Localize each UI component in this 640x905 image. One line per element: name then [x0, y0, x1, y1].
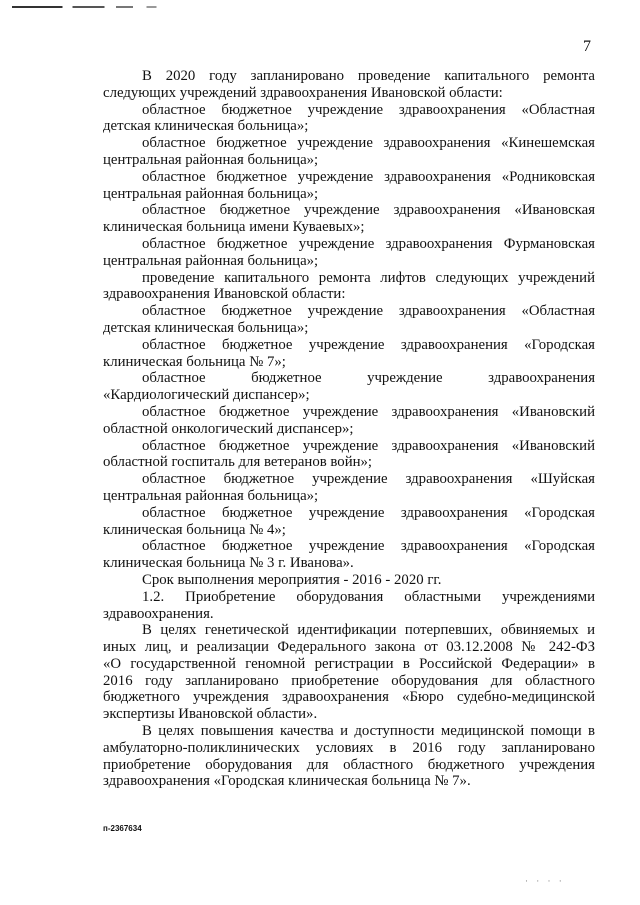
text-line: областное бюджетное учреждение здравоохранения «Областная — [142, 303, 595, 320]
text-line: областное бюджетное учреждение здравоохранения «Городская — [142, 504, 595, 521]
text-line: центральная районная больница»; — [103, 252, 319, 269]
text-line: клиническая больница № 7»; — [103, 353, 286, 370]
text-line: иных лиц, и реализации Федерального закона от 03.12.2008 № 242-ФЗ — [103, 639, 595, 656]
text-line: областное бюджетное учреждение здравоохранения «Городская — [142, 336, 595, 353]
text-line: следующих учреждений здравоохранения Ивановской области: — [103, 84, 503, 101]
text-line: В целях генетической идентификации потерпевших, обвиняемых и — [142, 622, 595, 639]
text-line: областное бюджетное учреждение здравоохранения «Ивановский — [142, 437, 595, 454]
page-number: 7 — [583, 38, 591, 55]
text-line: бюджетного учреждения здравоохранения «Бюро судебно-медицинской — [103, 689, 595, 706]
text-line: центральная районная больница»; — [103, 185, 319, 202]
text-line: областное бюджетное учреждение здравоохранения — [142, 370, 595, 387]
scan-artifact-dots: · · · · — [525, 876, 565, 886]
text-line: «Кардиологический диспансер»; — [103, 387, 310, 404]
text-line: детская клиническая больница»; — [103, 319, 309, 336]
text-line: клиническая больница № 3 г. Иванова». — [103, 555, 354, 572]
text-line: областное бюджетное учреждение здравоохранения «Шуйская — [142, 471, 595, 488]
text-line: проведение капитального ремонта лифтов следующих учреждений — [142, 269, 595, 286]
text-line: областное бюджетное учреждение здравоохранения «Ивановский — [142, 403, 595, 420]
text-line: областной онкологический диспансер»; — [103, 420, 354, 437]
text-line: областное бюджетное учреждение здравоохранения Фурмановская — [142, 235, 595, 252]
text-line: клиническая больница имени Куваевых»; — [103, 219, 365, 236]
text-line: областное бюджетное учреждение здравоохранения «Городская — [142, 538, 595, 555]
text-line: 2016 году запланировано приобретение оборудования для областного — [103, 672, 595, 689]
text-line: областной госпиталь для ветеранов войн»; — [103, 454, 373, 471]
document-code: п-2367634 — [103, 824, 142, 833]
text-line: детская клиническая больница»; — [103, 118, 309, 135]
text-line: центральная районная больница»; — [103, 151, 319, 168]
text-line: В 2020 году запланировано проведение капитального ремонта — [142, 68, 595, 84]
scan-artifact-line — [12, 6, 180, 8]
text-line: областное бюджетное учреждение здравоохранения «Ивановская — [142, 202, 595, 219]
text-line: 1.2. Приобретение оборудования областными учреждениями — [142, 588, 595, 605]
text-line: областное бюджетное учреждение здравоохранения «Родниковская — [142, 168, 595, 185]
text-line: «О государственной геномной регистрации в Российской Федерации» в — [103, 655, 595, 672]
text-line: Срок выполнения мероприятия - 2016 - 2020 гг. — [142, 571, 442, 588]
text-line: здравоохранения. — [103, 605, 214, 622]
text-line: В целях повышения качества и доступности медицинской помощи в — [142, 723, 595, 740]
text-line: центральная районная больница»; — [103, 487, 319, 504]
text-line: клиническая больница № 4»; — [103, 521, 286, 538]
text-line: амбулаторно-поликлинических условиях в 2016 году запланировано — [103, 739, 595, 756]
text-line: экспертизы Ивановской области». — [103, 706, 318, 723]
text-line: областное бюджетное учреждение здравоохранения «Областная — [142, 101, 595, 118]
text-line: областное бюджетное учреждение здравоохранения «Кинешемская — [142, 135, 595, 152]
text-line: здравоохранения Ивановской области: — [103, 286, 346, 303]
document-body — [103, 68, 595, 790]
text-line: приобретение оборудования для областного бюджетного учреждения — [103, 756, 595, 773]
text-line: здравоохранения «Городская клиническая больница № 7». — [103, 773, 471, 790]
